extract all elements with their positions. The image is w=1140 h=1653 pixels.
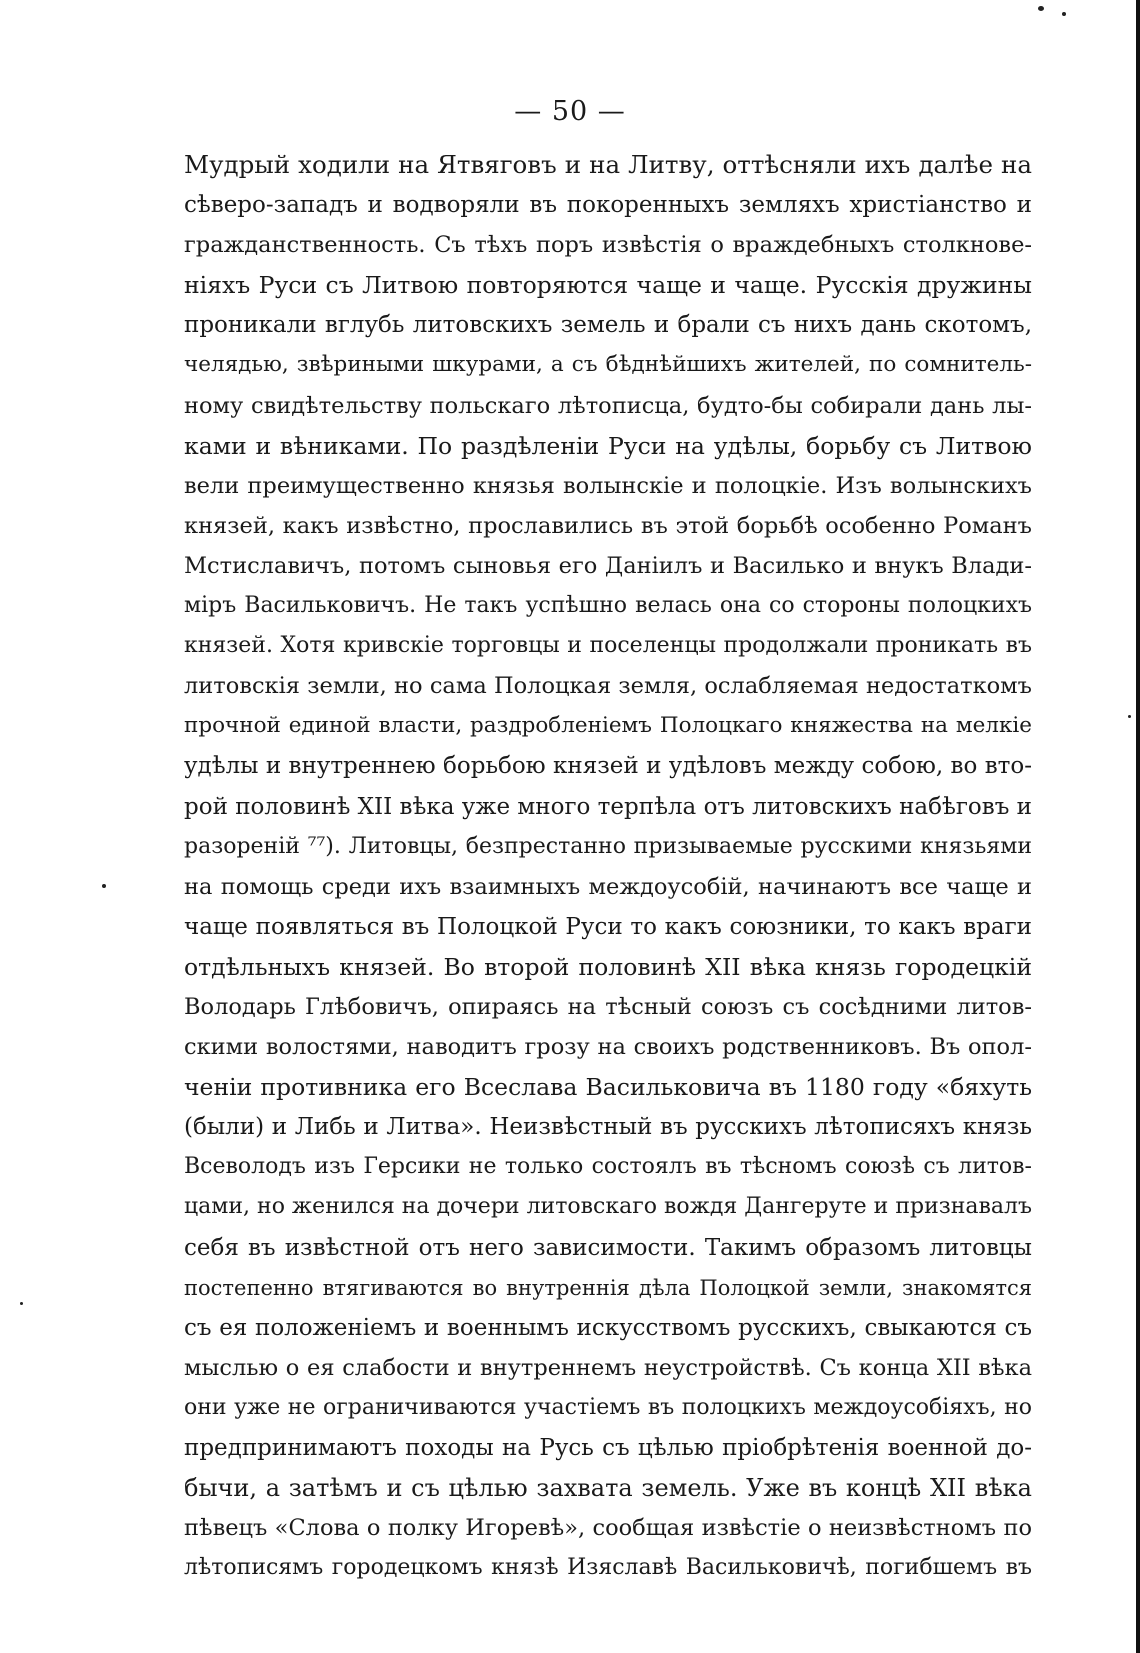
text-line: сѣверо-западъ и водворяли въ покоренныхъ земляхъ христіанство и — [184, 192, 1032, 219]
text-line: пѣвецъ «Слова о полку Игоревѣ», сообщая извѣстіе о неизвѣстномъ по — [184, 1515, 1032, 1542]
text-line: цами, но женился на дочери литовскаго вождя Дангеруте и признавалъ — [184, 1194, 1032, 1220]
text-line: проникали вглубь литовскихъ земель и брали съ нихъ дань скотомъ, — [184, 312, 1032, 339]
scan-edge-border — [1136, 0, 1140, 1653]
page-number: — 50 — — [514, 96, 626, 127]
text-line: чаще появляться въ Полоцкой Руси то какъ союзники, то какъ враги — [184, 913, 1032, 940]
text-line: Володарь Глѣбовичъ, опираясь на тѣсный союзъ съ сосѣдними литов- — [184, 993, 1032, 1020]
text-line: вели преимущественно князья волынскіе и полоцкіе. Изъ волынскихъ — [184, 472, 1032, 499]
text-line: міръ Васильковичъ. Не такъ успѣшно велась она со стороны полоцкихъ — [184, 593, 1032, 619]
text-line: на помощь среди ихъ взаимныхъ междоусобій, начинаютъ все чаще и — [184, 873, 1032, 900]
text-line: ками и вѣниками. По раздѣленіи Руси на удѣлы, борьбу съ Литвою — [184, 431, 1032, 460]
text-line: разореній ⁷⁷). Литовцы, безпрестанно призываемые русскими князьями — [184, 833, 1032, 859]
text-line: Всеволодъ изъ Герсики не только состоялъ въ тѣсномъ союзѣ съ литов- — [184, 1154, 1032, 1180]
text-line: Мудрый ходили на Ятвяговъ и на Литву, оттѣсняли ихъ далѣе на — [184, 150, 1032, 179]
text-line: ніяхъ Руси съ Литвою повторяются чаще и чаще. Русскія дружины — [184, 271, 1032, 300]
scan-speck — [1128, 715, 1131, 718]
text-line: прочной единой власти, раздробленіемъ Полоцкаго княжества на мелкіе — [184, 713, 1032, 739]
text-line: удѣлы и внутреннею борьбою князей и удѣловъ между собою, во вто- — [184, 753, 1032, 780]
text-line: князей. Хотя кривскіе торговцы и поселенцы продолжали проникать въ — [184, 633, 1032, 659]
text-line: съ ея положеніемъ и военнымъ искусствомъ русскихъ, свыкаются съ — [184, 1314, 1032, 1341]
text-line: лѣтописямъ городецкомъ князѣ Изяславѣ Васильковичѣ, погибшемъ въ — [184, 1555, 1032, 1581]
text-line: Мстиславичъ, потомъ сыновья его Даніилъ и Василько и внукъ Влади- — [184, 552, 1032, 579]
text-line: бычи, а затѣмъ и съ цѣлью захвата земель. Уже въ концѣ XII вѣка — [184, 1474, 1032, 1503]
text-line: они уже не ограничиваются участіемъ въ полоцкихъ междоусобіяхъ, но — [184, 1394, 1032, 1420]
text-line: отдѣльныхъ князей. Во второй половинѣ XII вѣка князь городецкій — [184, 952, 1032, 981]
text-line: князей, какъ извѣстно, прославились въ этой борьбѣ особенно Романъ — [184, 512, 1032, 539]
text-line: ному свидѣтельству польскаго лѣтописца, будто-бы собирали дань лы- — [184, 392, 1032, 419]
text-line: себя въ извѣстной отъ него зависимости. Такимъ образомъ литовцы — [184, 1234, 1032, 1261]
text-line: постепенно втягиваются во внутреннія дѣла Полоцкой земли, знакомятся — [184, 1275, 1032, 1300]
text-line: мыслью о ея слабости и внутреннемъ неустройствѣ. Съ конца XII вѣка — [184, 1354, 1032, 1381]
text-line: предпринимаютъ походы на Русь съ цѣлью пріобрѣтенія военной до- — [184, 1435, 1032, 1461]
text-line: рой половинѣ XII вѣка уже много терпѣла отъ литовскихъ набѣговъ и — [184, 793, 1032, 820]
text-line: челядью, звѣриными шкурами, а съ бѣднѣйшихъ жителей, по сомнитель- — [184, 352, 1032, 378]
text-line: ченіи противника его Всеслава Васильковича въ 1180 году «бяхуть — [184, 1073, 1032, 1102]
text-line: гражданственность. Съ тѣхъ поръ извѣстія о враждебныхъ столкнове- — [184, 232, 1032, 259]
body-text — [184, 145, 1032, 1588]
text-line: литовскія земли, но сама Полоцкая земля, ослабляемая недостаткомъ — [184, 673, 1032, 700]
scan-speck — [1062, 12, 1066, 16]
scan-speck — [1038, 6, 1044, 11]
scan-speck — [20, 1302, 23, 1305]
scan-speck — [102, 884, 106, 888]
text-line: скими волостями, наводитъ грозу на своихъ родственниковъ. Въ опол- — [184, 1034, 1032, 1061]
text-line: (были) и Либь и Литва». Неизвѣстный въ русскихъ лѣтописяхъ князь — [184, 1114, 1032, 1141]
